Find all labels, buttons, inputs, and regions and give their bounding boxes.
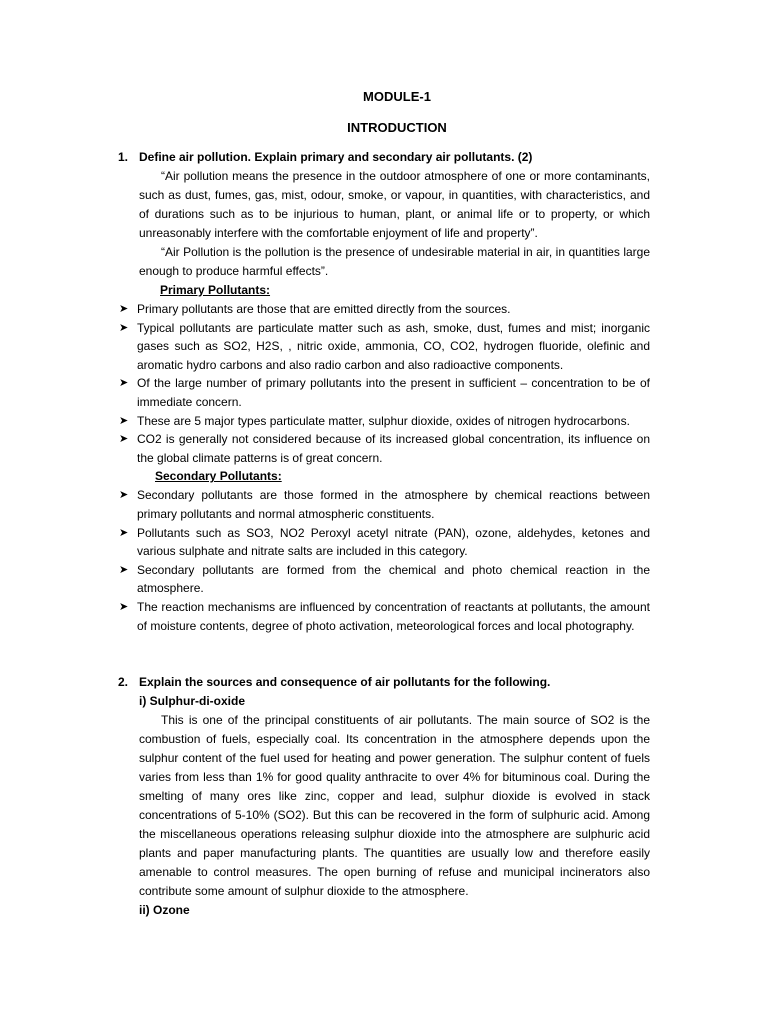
question-2: [118, 673, 650, 920]
definition-paragraph-1: “Air pollution means the presence in the outdoor atmosphere of one or more contaminants, such as dust, fumes, gas, mist, odour, smoke, or vapour, in quantities, with characteristics, and of durations such as to be injurious to human, plant, or animal life or to property, or which unreasonably interfere with the comfortable enjoyment of life and property”.: [139, 169, 650, 240]
list-item: ➤ Secondary pollutants are formed from the chemical and photo chemical reaction in the atmosphere.: [118, 561, 650, 598]
sulphur-dioxide-paragraph: This is one of the principal constituents of air pollutants. The main source of SO2 is the combustion of fuels, especially coal. Its concentration in the atmosphere depends upon the sulphur content of the fuel used for heating and power generation. The sulphur content of fuels varies from less than 1% for good quality anthracite to over 4% for bituminous coal. During the smelting of many ores like zinc, copper and lead, sulphur dioxide is evolved in stack concentrations of 5-10% (SO2). But this can be recovered in the form of sulphuric acid. Among the miscellaneous operations releasing sulphur dioxide into the atmosphere are sulphuric acid plants and paper manufacturing plants. The quantities are usually low and therefore easily amenable to control measures. The open burning of refuse and municipal incinerators also contribute some amount of sulphur dioxide to the atmosphere.: [139, 713, 650, 898]
secondary-pollutants-heading: Secondary Pollutants:: [155, 469, 282, 484]
arrow-bullet-icon: ➤: [119, 526, 129, 539]
arrow-bullet-icon: ➤: [119, 433, 129, 446]
arrow-bullet-icon: ➤: [119, 377, 129, 390]
question-1: [118, 148, 650, 635]
list-item: ➤ Pollutants such as SO3, NO2 Peroxyl acetyl nitrate (PAN), ozone, aldehydes, ketones and various sulphate and nitrate salts are included in this category.: [118, 524, 650, 561]
list-item: ➤ Typical pollutants are particulate matter such as ash, smoke, dust, fumes and mist; inorganic gases such as SO2, H2S, , nitric oxide, ammonia, CO, CO2, hydrogen fluoride, olefinic and aromatic hydro carbons and also radio carbon and also radioactive components.: [118, 319, 650, 375]
arrow-bullet-icon: ➤: [119, 563, 129, 576]
section-title: INTRODUCTION: [347, 120, 447, 135]
secondary-pollutants-list: [118, 486, 650, 635]
list-item: ➤ CO2 is generally not considered because of its increased global concentration, its influence on the global climate patterns is of great concern.: [118, 430, 650, 467]
module-title: MODULE-1: [363, 89, 431, 104]
arrow-bullet-icon: ➤: [119, 321, 129, 334]
sulphur-dioxide-heading: i) Sulphur-di-oxide: [139, 694, 245, 708]
primary-pollutants-list: [118, 300, 650, 467]
question-2-number: 2.: [118, 675, 129, 689]
list-item: ➤ Of the large number of primary pollutants into the present in sufficient – concentration to be of immediate concern.: [118, 374, 650, 411]
arrow-bullet-icon: ➤: [119, 489, 129, 502]
question-2-text: Explain the sources and consequence of air pollutants for the following.: [139, 675, 551, 689]
list-item: ➤ The reaction mechanisms are influenced by concentration of reactants at pollutants, the amount of moisture contents, degree of photo activation, meteorological forces and local photography.: [118, 598, 650, 635]
list-item: ➤ These are 5 major types particulate matter, sulphur dioxide, oxides of nitrogen hydrocarbons.: [118, 412, 650, 431]
question-1-text: Define air pollution. Explain primary and secondary air pollutants. (2): [139, 150, 533, 164]
definition-paragraph-2: “Air Pollution is the pollution is the presence of undesirable material in air, in quantities large enough to produce harmful effects”.: [139, 245, 650, 278]
arrow-bullet-icon: ➤: [119, 303, 129, 315]
question-1-number: 1.: [118, 150, 129, 164]
primary-pollutants-heading: Primary Pollutants:: [160, 283, 271, 297]
ozone-heading: ii) Ozone: [139, 903, 190, 917]
arrow-bullet-icon: ➤: [119, 414, 129, 427]
question-1-heading: [118, 148, 650, 167]
list-item: ➤ Primary pollutants are those that are emitted directly from the sources.: [118, 300, 650, 319]
list-item: ➤ Secondary pollutants are those formed in the atmosphere by chemical reactions between primary pollutants and normal atmospheric constituents.: [118, 486, 650, 523]
question-2-heading: [118, 673, 650, 692]
arrow-bullet-icon: ➤: [119, 600, 129, 613]
